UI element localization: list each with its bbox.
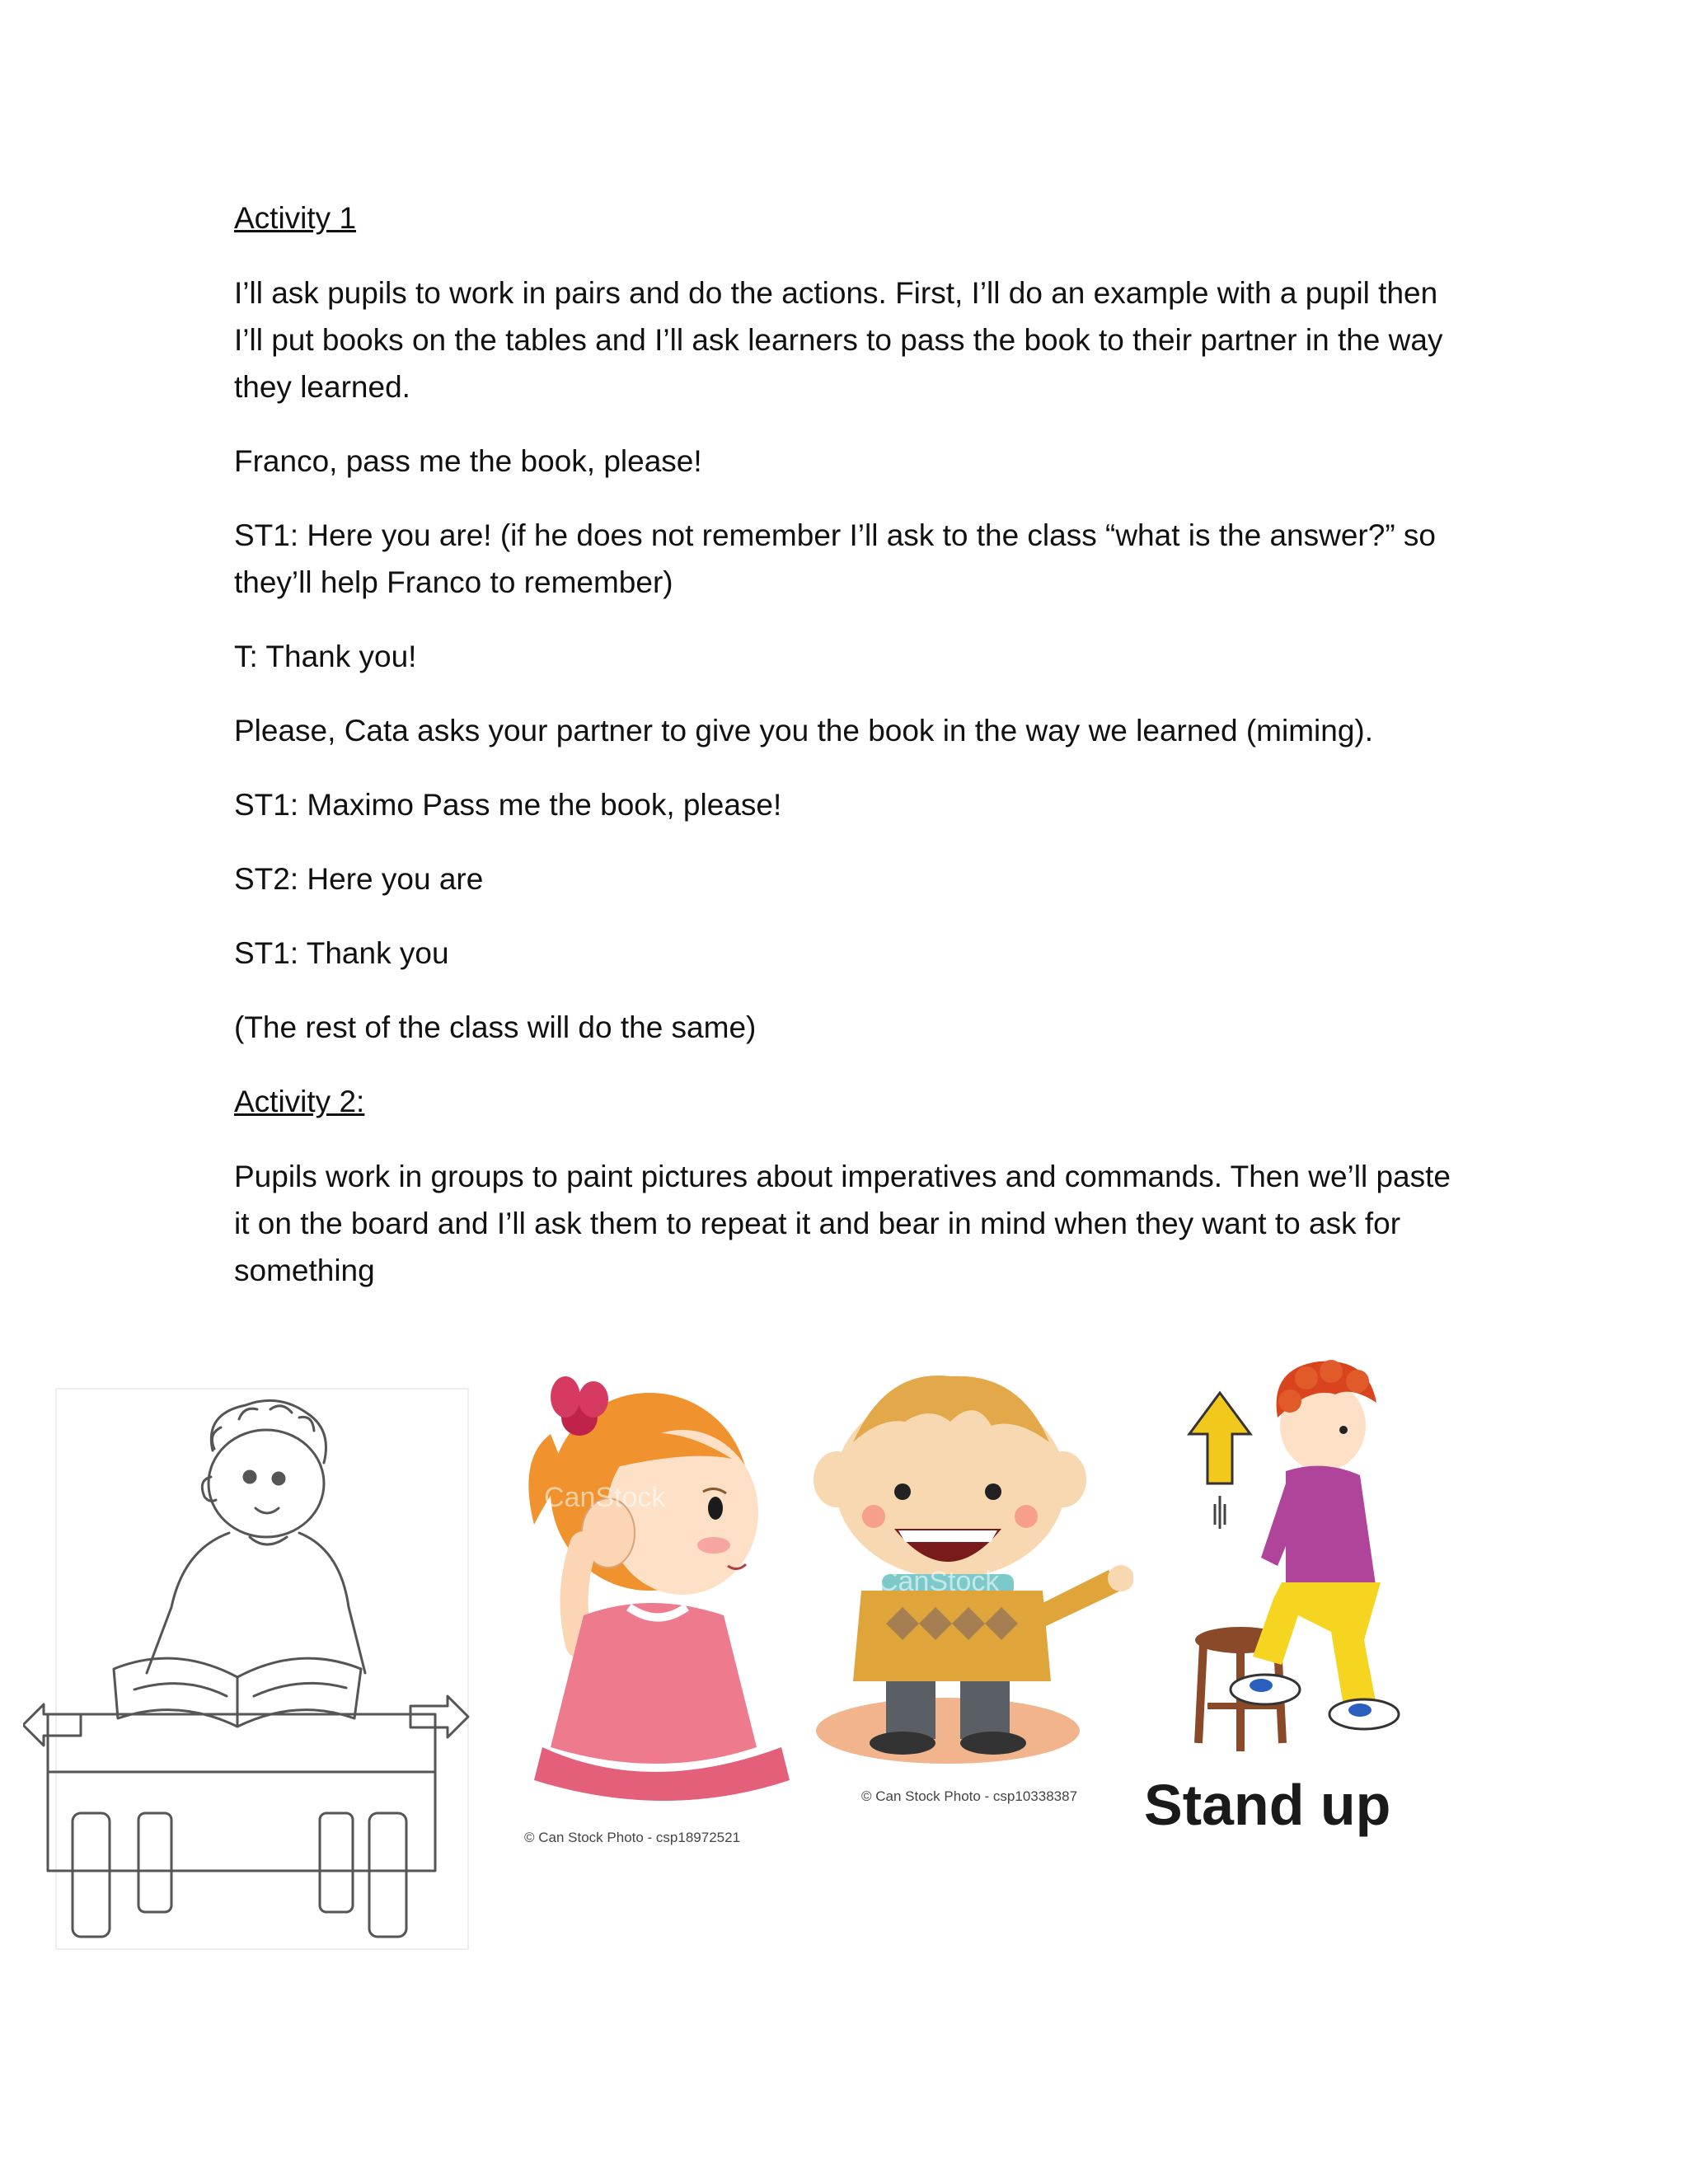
watermark-text: CanStock <box>878 1566 1000 1597</box>
dialogue-line: ST1: Here you are! (if he does not remember I’ll ask to the class “what is the answer?” so they’ll help Franco to remember) <box>234 518 1437 599</box>
stand-up-illustration <box>1162 1360 1409 1772</box>
girl-photo-credit: © Can Stock Photo - csp18972521 <box>524 1830 741 1845</box>
activity-2-text: Pupils work in groups to paint pictures about imperatives and commands. Then we’ll paste it on the board and I’ll ask them to repeat it and bear in mind when they want to ask for something <box>234 1160 1451 1287</box>
activity-1-intro: I’ll ask pupils to work in pairs and do the actions. First, I’ll do an example with a pupil then I’ll put books on the tables and I’ll ask learners to pass the book to their partner in the way they learned. <box>234 276 1443 404</box>
dialogue-line: T: Thank you! <box>234 640 417 673</box>
dialogue-line: ST1: Thank you <box>234 936 449 970</box>
watermark-text: CanStock <box>544 1482 666 1513</box>
dialogue-line: Franco, pass me the book, please! <box>234 444 702 478</box>
activity-1-heading: Activity 1 <box>234 201 357 235</box>
dialogue-line: ST1: Maximo Pass me the book, please! <box>234 788 782 822</box>
document-body <box>234 194 1470 1321</box>
girl-listening-illustration <box>493 1368 790 1830</box>
dialogue-line: Please, Cata asks your partner to give you the book in the way we learned (miming). <box>234 714 1374 748</box>
boy-pointing-illustration <box>804 1368 1133 1780</box>
dialogue-line: (The rest of the class will do the same) <box>234 1010 757 1044</box>
boy-reading-illustration <box>23 1385 476 1953</box>
boy-photo-credit: © Can Stock Photo - csp10338387 <box>861 1788 1078 1804</box>
activity-2-heading: Activity 2: <box>234 1085 365 1118</box>
stand-up-caption: Stand up <box>1144 1773 1391 1837</box>
dialogue-line: ST2: Here you are <box>234 862 484 896</box>
